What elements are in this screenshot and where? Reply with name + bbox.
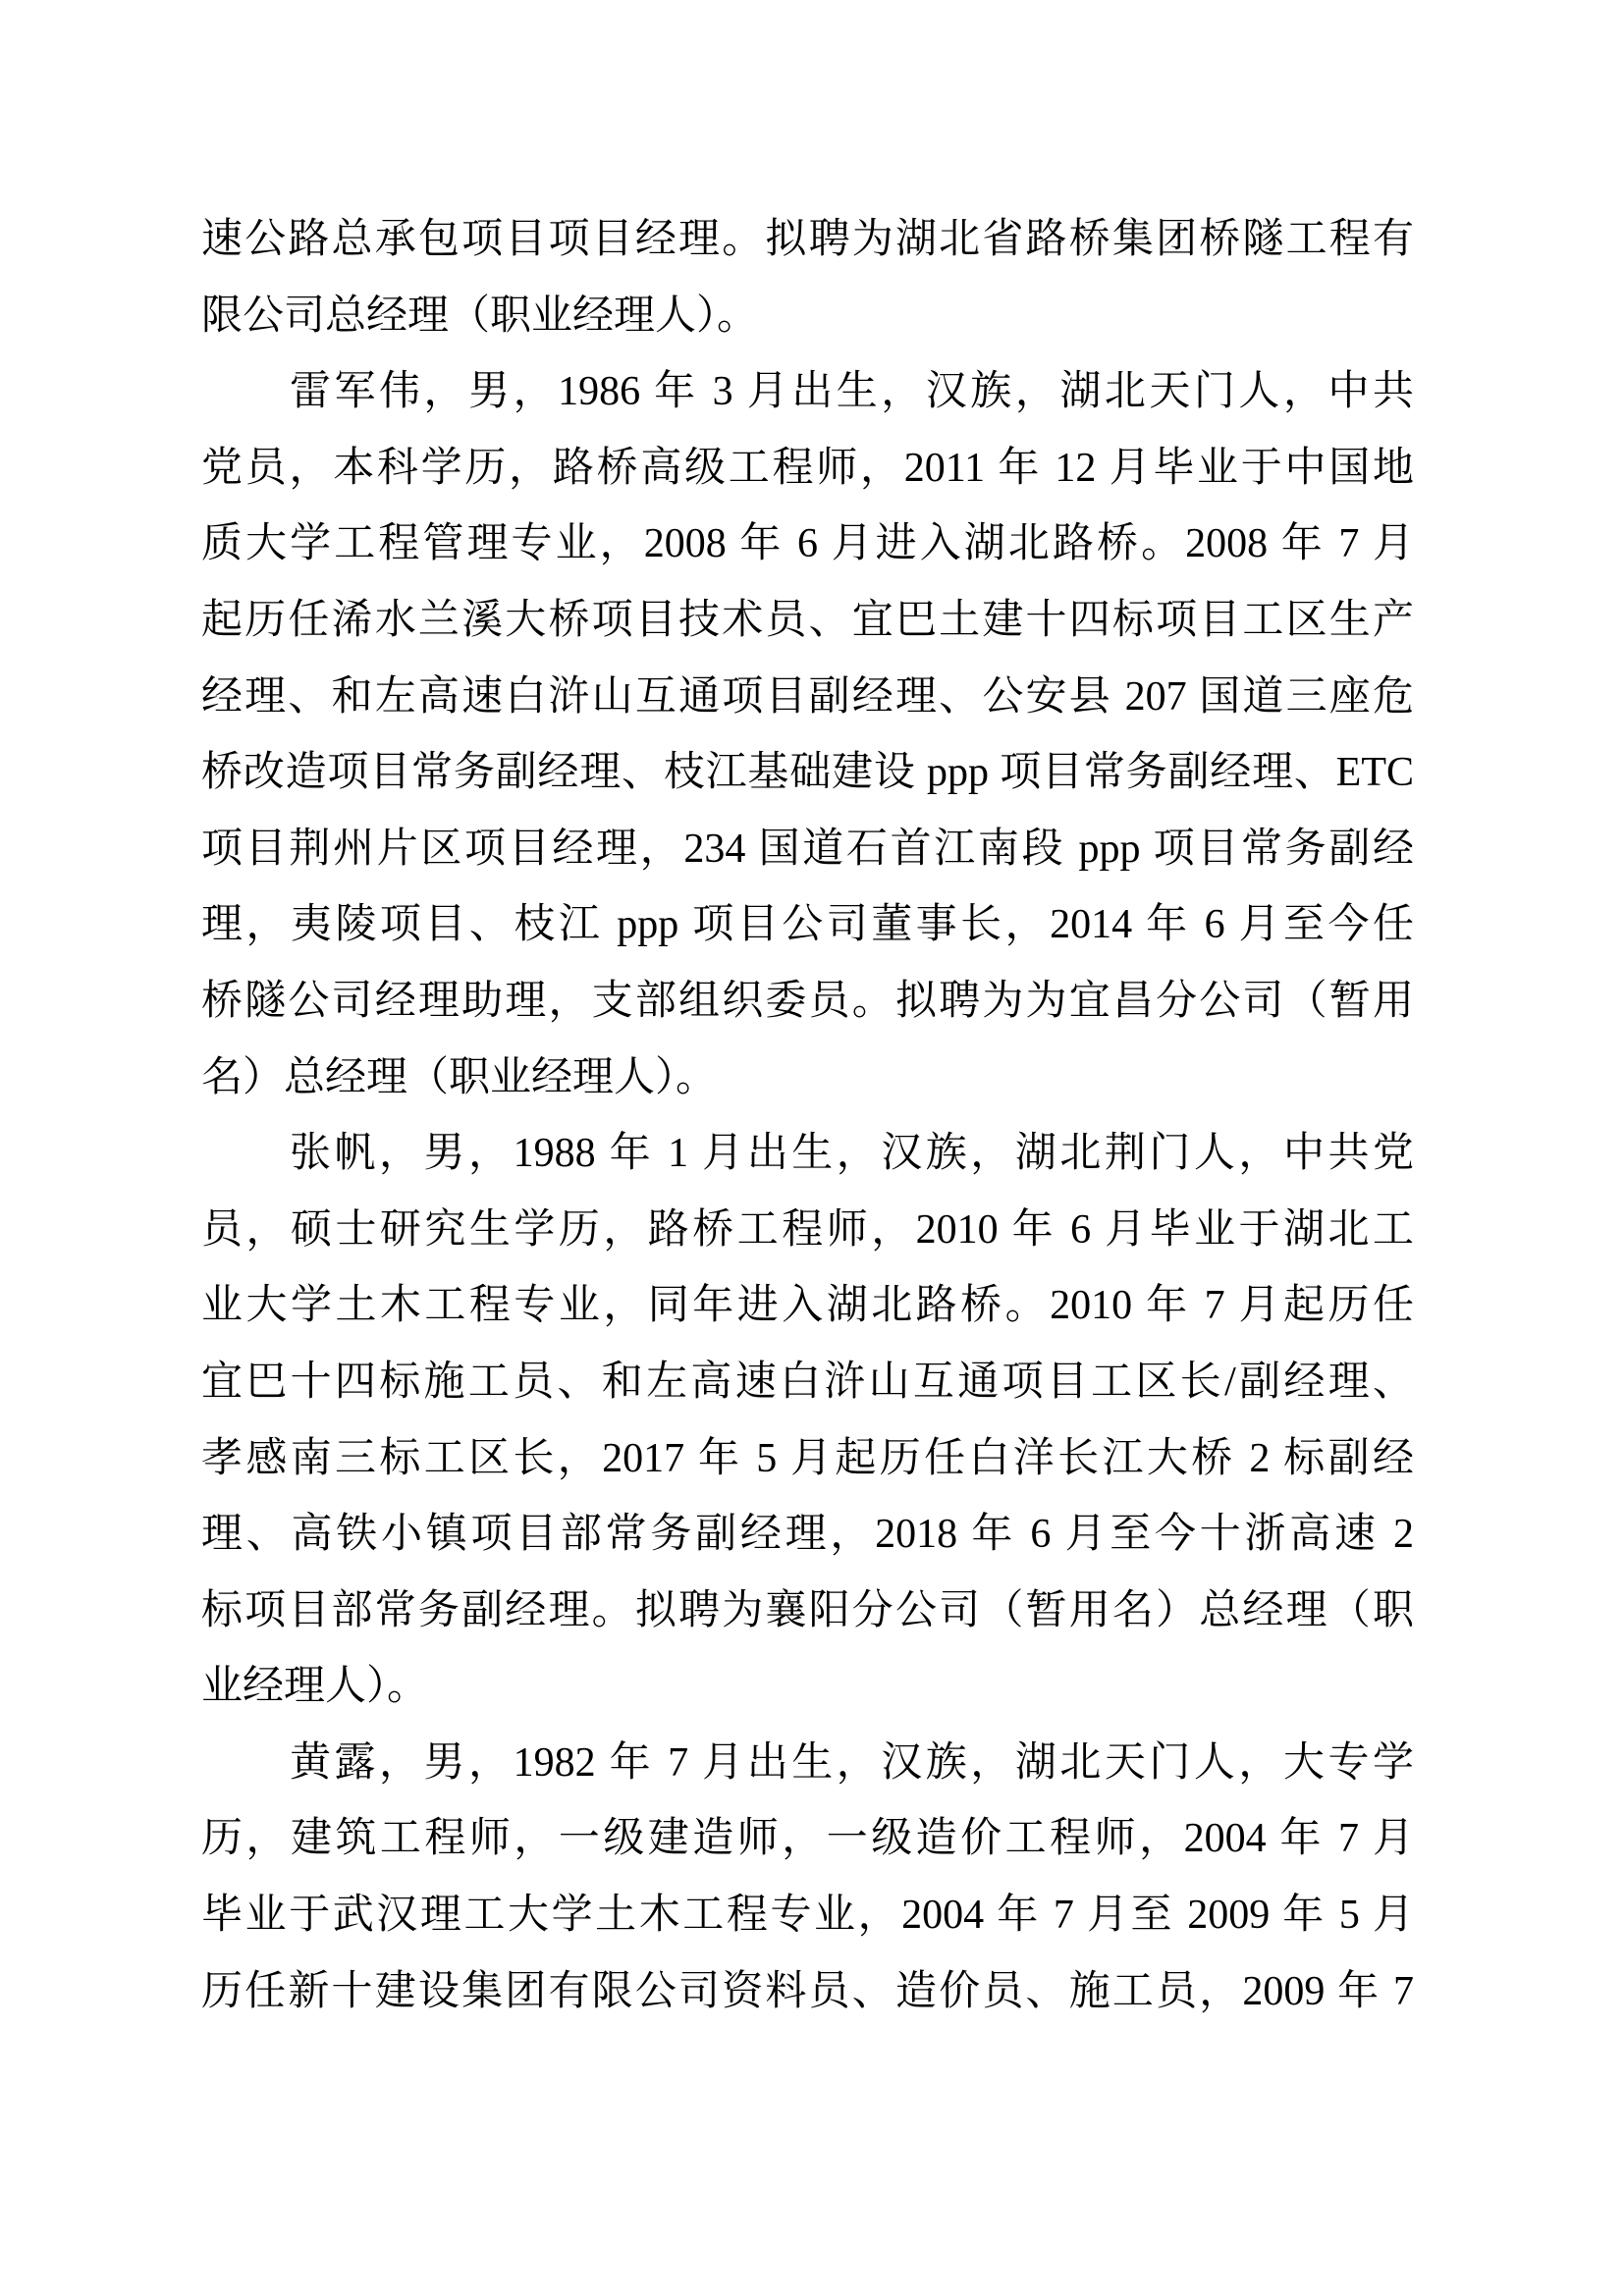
text-line: 起历任浠水兰溪大桥项目技术员、宜巴土建十四标项目工区生产 (201, 597, 1414, 643)
text-line: 经理、和左高速白浒山互通项目副经理、公安县 207 国道三座危 (201, 673, 1414, 720)
text-line: 标项目部常务副经理。拟聘为襄阳分公司（暂用名）总经理（职 (201, 1587, 1414, 1633)
text-line: 孝感南三标工区长，2017 年 5 月起历任白洋长江大桥 2 标副经 (201, 1435, 1414, 1481)
text-line: 雷军伟，男，1986 年 3 月出生，汉族，湖北天门人，中共 (290, 369, 1414, 415)
text-line: 业经理人）。 (201, 1664, 429, 1710)
text-line: 黄露，男，1982 年 7 月出生，汉族，湖北天门人，大专学 (290, 1739, 1414, 1786)
text-line: 速公路总承包项目项目经理。拟聘为湖北省路桥集团桥隧工程有 (201, 217, 1414, 262)
text-line: 党员，本科学历，路桥高级工程师，2011 年 12 月毕业于中国地 (201, 445, 1414, 491)
text-line: 毕业于武汉理工大学土木工程专业，2004 年 7 月至 2009 年 5 月 (201, 1893, 1414, 1939)
text-line: 历，建筑工程师，一级建造师，一级造价工程师，2004 年 7 月 (201, 1816, 1414, 1862)
text-line: 员，硕士研究生学历，路桥工程师，2010 年 6 月毕业于湖北工 (201, 1206, 1414, 1253)
text-line: 业大学土木工程专业，同年进入湖北路桥。2010 年 7 月起历任 (201, 1283, 1414, 1329)
document-body (201, 202, 1414, 2030)
text-line: 桥改造项目常务副经理、枝江基础建设 ppp 项目常务副经理、ETC (201, 750, 1414, 796)
text-line: 质大学工程管理专业，2008 年 6 月进入湖北路桥。2008 年 7 月 (201, 521, 1414, 567)
text-line: 历任新十建设集团有限公司资料员、造价员、施工员，2009 年 7 (201, 1968, 1414, 2014)
text-line: 理、高铁小镇项目部常务副经理，2018 年 6 月至今十浙高速 2 (201, 1512, 1414, 1558)
text-line: 名）总经理（职业经理人）。 (201, 1054, 718, 1100)
text-line: 理，夷陵项目、枝江 ppp 项目公司董事长，2014 年 6 月至今任 (201, 902, 1414, 948)
text-line: 项目荆州片区项目经理，234 国道石首江南段 ppp 项目常务副经 (201, 826, 1414, 872)
text-line: 桥隧公司经理助理，支部组织委员。拟聘为为宜昌分公司（暂用 (201, 978, 1414, 1024)
text-line: 张帆，男，1988 年 1 月出生，汉族，湖北荆门人，中共党 (290, 1131, 1414, 1177)
text-line: 宜巴十四标施工员、和左高速白浒山互通项目工区长/副经理、 (201, 1359, 1414, 1405)
text-line: 限公司总经理（职业经理人）。 (201, 293, 759, 339)
